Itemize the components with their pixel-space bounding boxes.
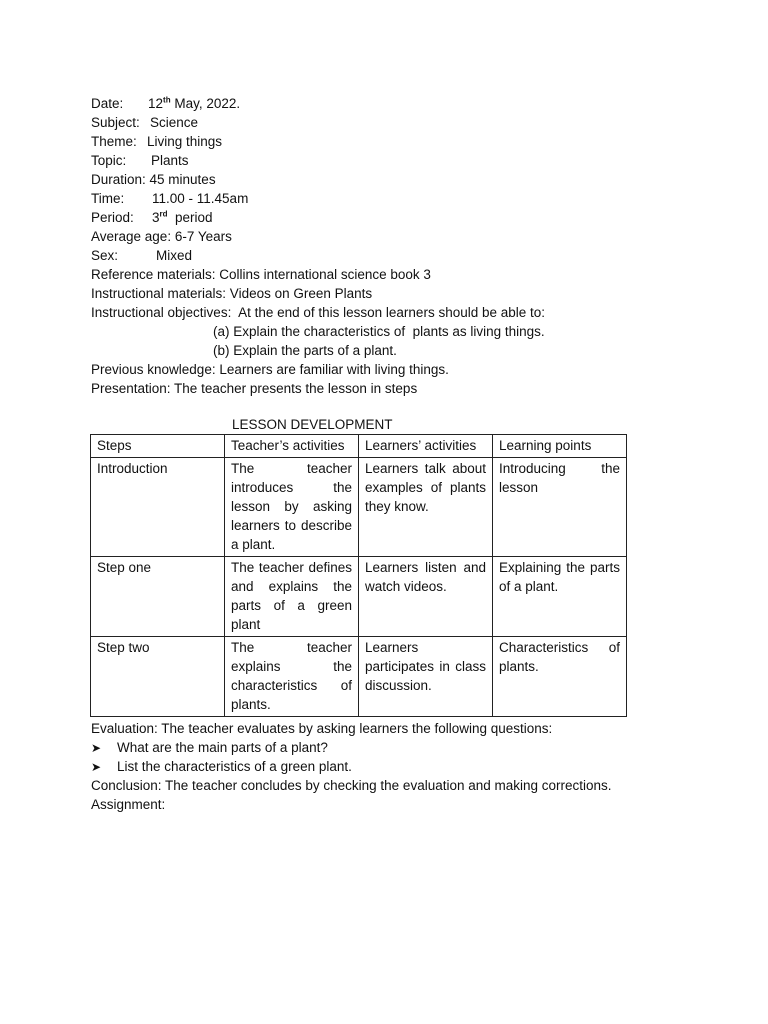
question-text: What are the main parts of a plant? [117,740,328,755]
time-value: 11.00 - 11.45am [152,191,249,206]
header-steps: Steps [91,435,225,458]
lesson-development-table [90,434,627,717]
header-learners-activities: Learners’ activities [359,435,493,458]
time-line [91,189,248,208]
subject-line [91,113,198,132]
learner-activity-cell: Learners listen and watch videos. [359,557,493,637]
sex-value: Mixed [156,248,193,263]
objective-b: (b) Explain the parts of a plant. [213,343,397,358]
period-suffix: rd [159,209,168,219]
list-item [91,738,352,757]
period-line [91,208,213,227]
step-cell: Step one [91,557,225,637]
date-suffix: th [163,95,171,105]
evaluation-questions [91,738,352,776]
arrow-bullet-icon: ➤ [91,760,102,774]
learning-point-cell: Characteristics of plants. [493,637,627,717]
date-rest: May, 2022. [170,96,241,111]
teacher-activity-cell: The teacher defines and explains the parts of a green plant [225,557,359,637]
teacher-activity-cell: The teacher introduces the lesson by asking learners to describe a plant. [225,458,359,557]
teacher-activity-cell: The teacher explains the characteristics of plants. [225,637,359,717]
previous-knowledge-line: Previous knowledge: Learners are familiar with living things. [91,362,449,377]
conclusion-line: Conclusion: The teacher concludes by checking the evaluation and making corrections. [91,778,612,793]
topic-label: Topic: [91,153,127,168]
sex-line [91,246,192,265]
sex-label: Sex: [91,248,119,263]
date-line [91,94,240,113]
theme-line [91,132,222,151]
table-row [91,557,627,637]
evaluation-line: Evaluation: The teacher evaluates by asking learners the following questions: [91,721,553,736]
subject-label: Subject: [91,115,140,130]
learner-activity-cell: Learners participates in class discussion. [359,637,493,717]
objective-a: (a) Explain the characteristics of plants as living things. [213,324,545,339]
duration-line: Duration: 45 minutes [91,172,216,187]
assignment-line: Assignment: [91,797,166,812]
list-item [91,757,352,776]
table-row [91,637,627,717]
period-label: Period: [91,210,134,225]
question-text: List the characteristics of a green plant. [117,759,352,774]
instructional-materials-line: Instructional materials: Videos on Green Plants [91,286,373,301]
step-cell: Introduction [91,458,225,557]
subject-value: Science [150,115,199,130]
table-row [91,458,627,557]
topic-line [91,151,189,170]
instructional-objectives-line: Instructional objectives: At the end of this lesson learners should be able to: [91,305,546,320]
topic-value: Plants [151,153,189,168]
lesson-development-title: LESSON DEVELOPMENT [232,417,393,432]
date-label: Date: [91,96,124,111]
header-learning-points: Learning points [493,435,627,458]
period-number: 3 [152,210,160,225]
period-rest: period [167,210,213,225]
learner-activity-cell: Learners talk about examples of plants they know. [359,458,493,557]
step-cell: Step two [91,637,225,717]
theme-value: Living things [147,134,223,149]
time-label: Time: [91,191,125,206]
arrow-bullet-icon: ➤ [91,741,102,755]
header-teachers-activities: Teacher’s activities [225,435,359,458]
learning-point-cell: Introducing the lesson [493,458,627,557]
table-header-row [91,435,627,458]
theme-label: Theme: [91,134,137,149]
date-day: 12 [148,96,164,111]
average-age-line: Average age: 6-7 Years [91,229,232,244]
presentation-line: Presentation: The teacher presents the lesson in steps [91,381,418,396]
reference-materials-line: Reference materials: Collins international science book 3 [91,267,431,282]
learning-point-cell: Explaining the parts of a plant. [493,557,627,637]
